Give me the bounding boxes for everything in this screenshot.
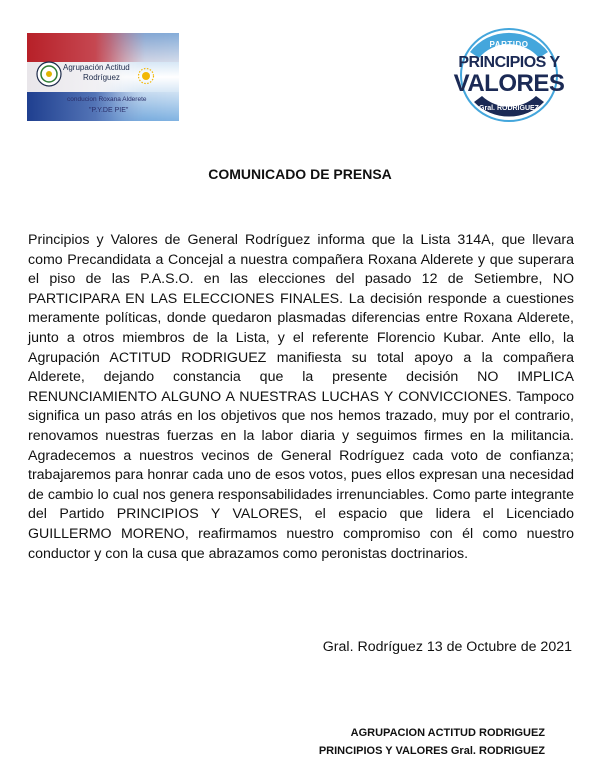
logo-right-principios: PRINCIPIOS Y [458,54,560,71]
signature-line-2: PRINCIPIOS Y VALORES Gral. RODRIGUEZ [318,745,545,757]
logo-right-partido: PARTIDO [489,40,529,49]
press-release-heading: COMUNICADO DE PRENSA [208,166,392,182]
sun-of-may-icon [137,67,155,85]
logo-left-line3: conducion Roxana Alderete [67,96,147,103]
logo-right-location: Gral. RODRIGUEZ [479,105,539,112]
press-release-body: Principios y Valores de General Rodríguez informa que la Lista 314A, que llevara como Precandidata a Concejal a nuestra compañera Roxana Alderete y que superara el piso de las P.A.S.O. en las elecciones del pasado 12 de Setiembre, NO PARTICIPARA EN LAS ELECCIONES FINALES. La decisión responde a cuestiones meramente políticas, donde quedaron plasmadas diferencias entre Roxana Alderete, junto a otros miembros de la Lista, y el referente Florencio Kubar. Ante ello, la Agrupación ACTITUD RODRIGUEZ manifiesta su total apoyo a la compañera Alderete, dejando constancia que la presente decisión NO IMPLICA RENUNCIAMIENTO ALGUNO A NUESTRAS LUCHAS Y CONVICCIONES. Tampoco significa un paso atrás en los objetivos que nos hemos trazado, muy por el contrario, renovamos nuestras fuerzas en la labor diaria y seguimos firmes en la militancia. Agradecemos a nuestros vecinos de General Rodríguez cada voto de confianza; trabajaremos para honrar cada uno de esos votos, pues ellos expresan una necesidad de cambio lo cual nos genera responsabilidades irrenunciables. Como parte integrante del Partido PRINCIPIOS Y VALORES, el espacio que lidera el Licenciado GUILLERMO MORENO, reafirmamos nuestro compromiso con él como nuestro conductor y con la cusa que abrazamos como peronistas doctrinarios. [28,232,574,562]
logo-left-line2: Rodríguez [83,73,120,82]
paraguay-seal-icon [36,61,62,87]
date-line: Gral. Rodríguez 13 de Octubre de 2021 [322,639,572,655]
principios-y-valores-logo [446,25,572,125]
actitud-rodriguez-logo [27,33,179,121]
logo-left-line4: "P.Y.DE PIE" [89,107,129,114]
signature-line-1: AGRUPACION ACTITUD RODRIGUEZ [350,727,545,739]
logo-right-valores: VALORES [453,70,565,97]
logo-left-line1: Agrupación Actitud [63,63,130,72]
